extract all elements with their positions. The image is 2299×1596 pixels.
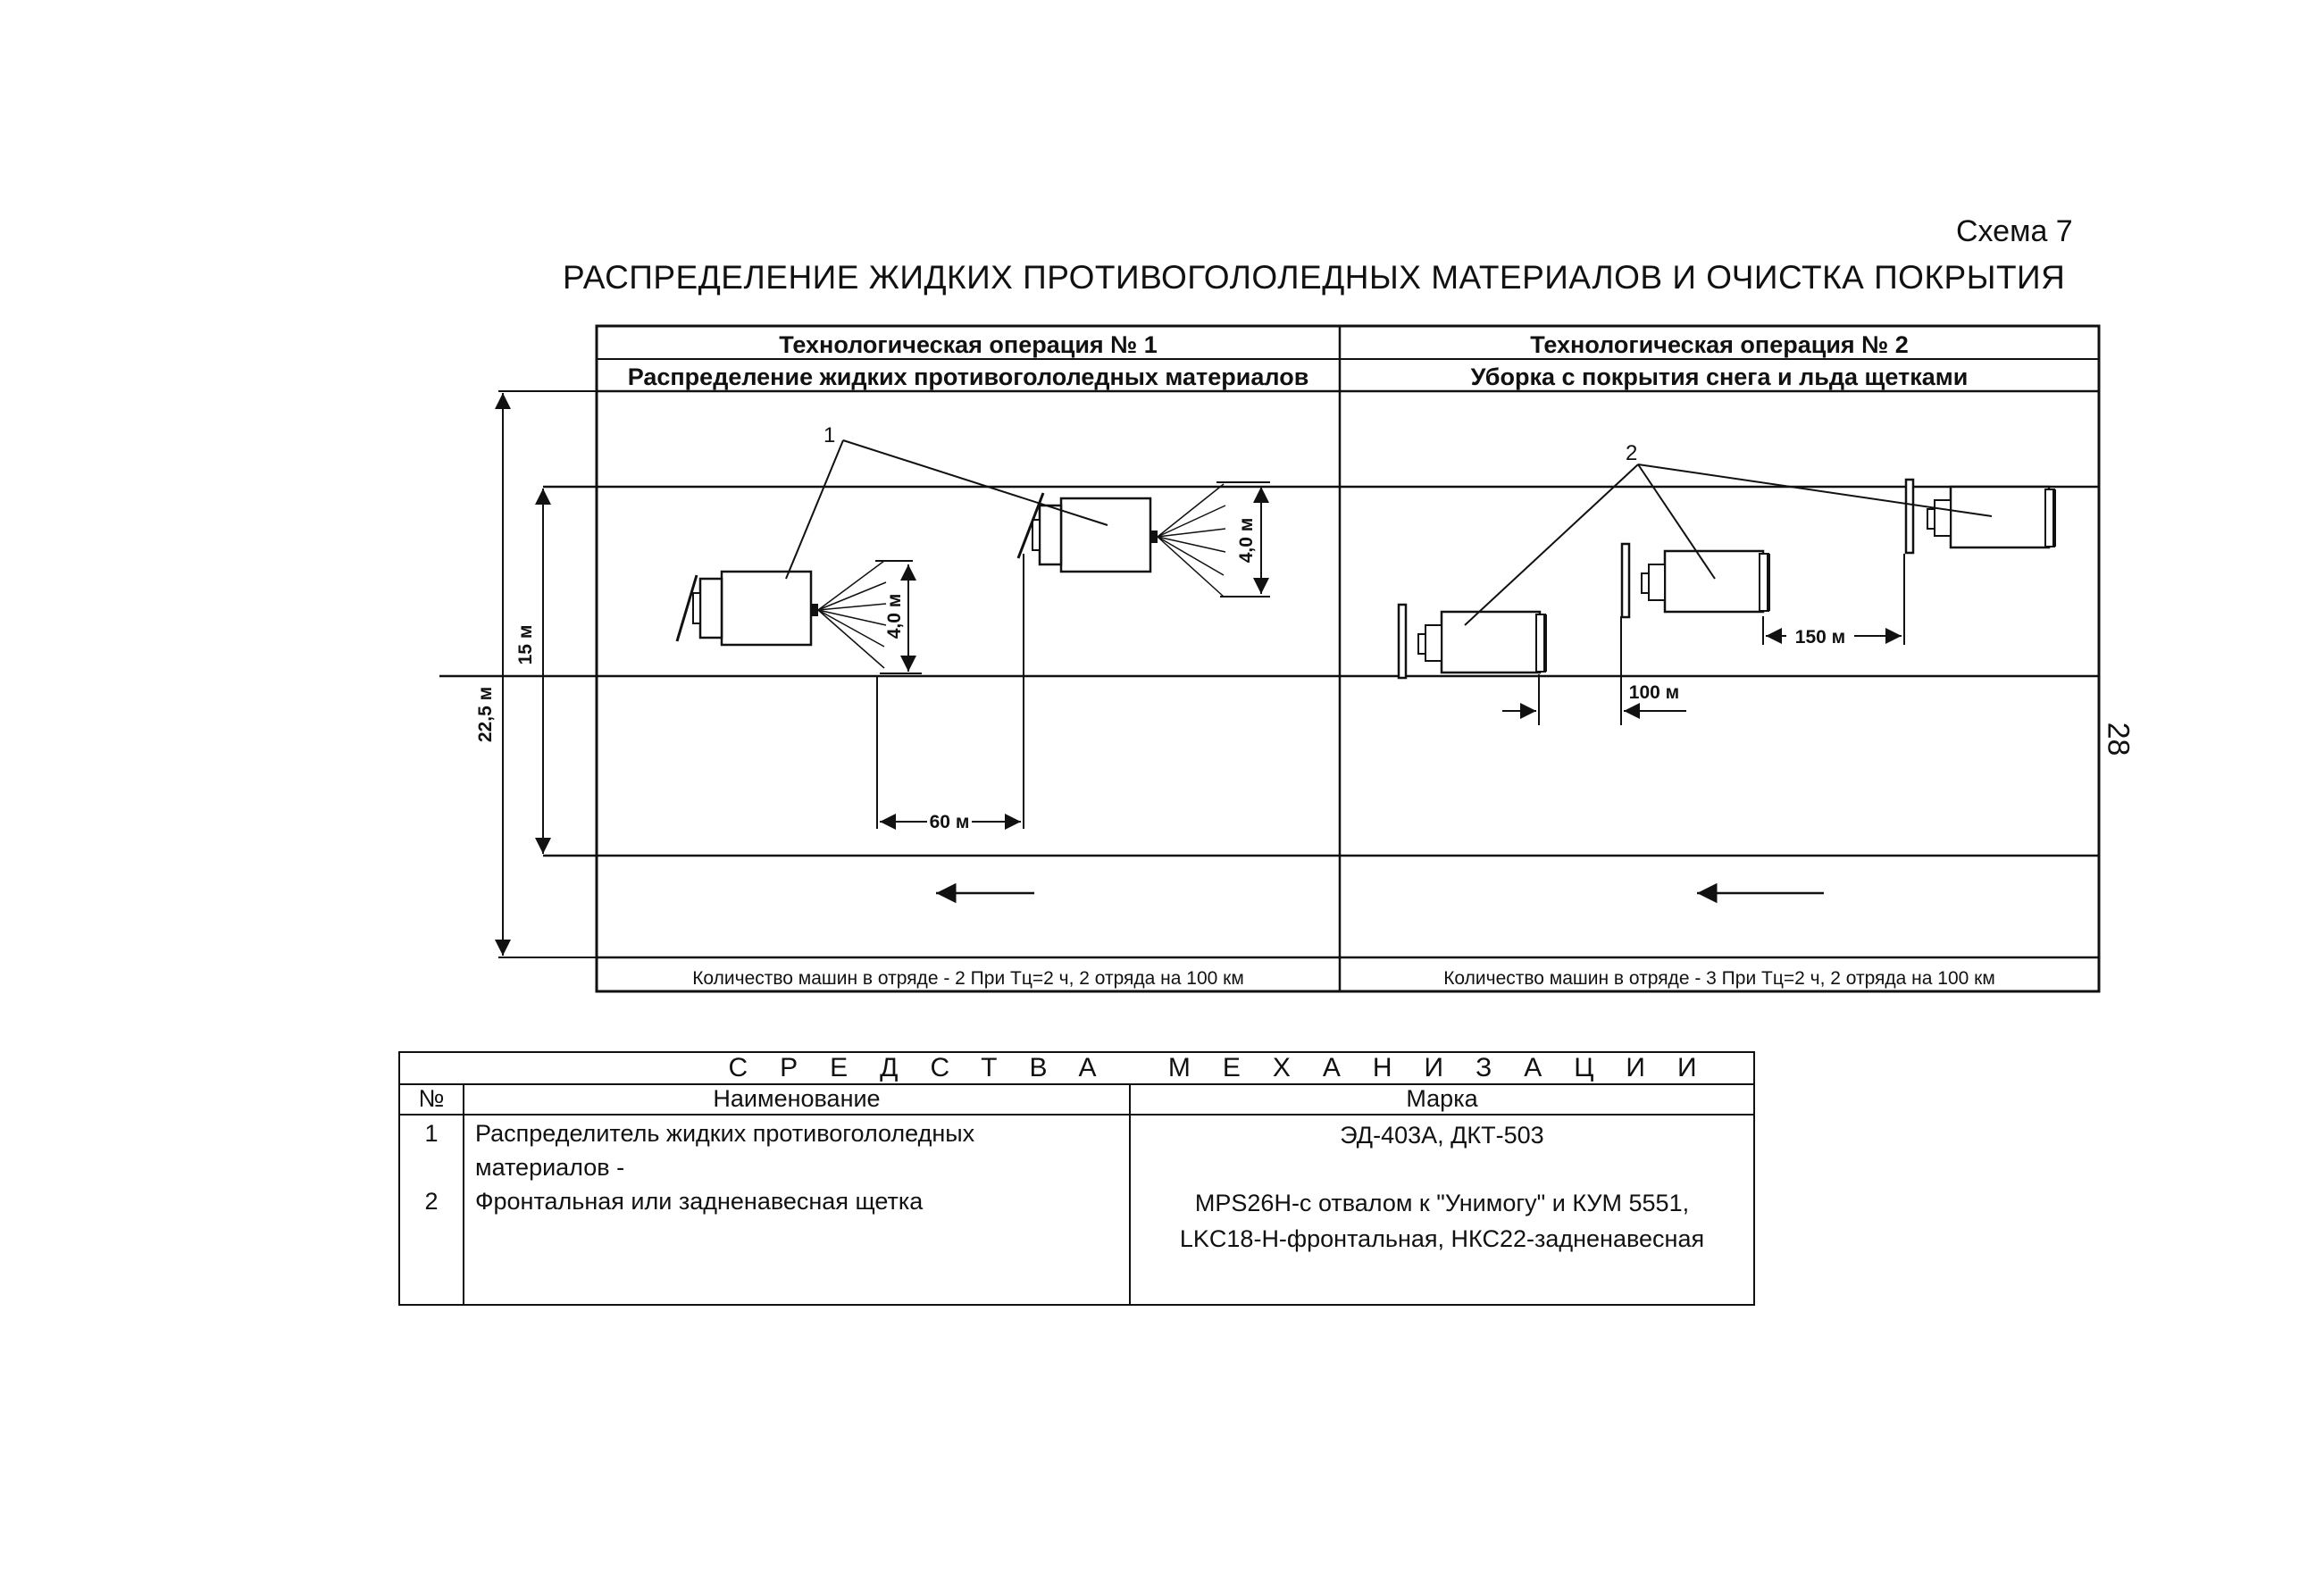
row-2-no: 2 xyxy=(424,1188,439,1215)
operation-1-subheader: Распределение жидких противогололедных материалов xyxy=(627,363,1309,390)
dim-gap-60-label: 60 м xyxy=(929,812,970,832)
operation-2-subheader: Уборка с покрытия снега и льда щетками xyxy=(1470,363,1969,390)
column-header-name: Наименование xyxy=(713,1085,881,1112)
scheme-number: Схема 7 xyxy=(1956,214,2073,248)
brush-vehicle-2 xyxy=(1622,544,1770,617)
dim-gap-100-label: 100 м xyxy=(1628,682,1680,703)
operation-1-footer: Количество машин в отряде - 2 При Тц=2 ч, 2 отряда на 100 км xyxy=(692,968,1244,989)
row-1-name-line1: Распределитель жидких противогололедных xyxy=(475,1120,975,1147)
spreader-vehicle-2 xyxy=(1018,482,1270,597)
operation-1-header: Технологическая операция № 1 xyxy=(779,331,1158,358)
dim-carriageway-label: 15 м xyxy=(515,624,536,665)
row-1-brand: ЭД-403А, ДКТ-503 xyxy=(1340,1122,1544,1149)
column-divider xyxy=(463,1083,464,1304)
brush-vehicle-3 xyxy=(1906,480,2056,553)
dim-gap-150-label: 150 м xyxy=(1794,627,1846,648)
brush-vehicle-1 xyxy=(1399,605,1547,678)
column-header-no: № xyxy=(418,1085,445,1112)
row-1-no: 1 xyxy=(424,1120,439,1147)
dim-spray-width-2: 4,0 м xyxy=(1236,517,1257,564)
callout-2: 2 xyxy=(1626,441,1638,465)
column-header-brand: Марка xyxy=(1406,1085,1478,1112)
equipment-table-title: СРЕДСТВА МЕХАНИЗАЦИИ xyxy=(400,1053,1753,1085)
page-title: РАСПРЕДЕЛЕНИЕ ЖИДКИХ ПРОТИВОГОЛОЛЕДНЫХ МАТЕРИАЛОВ И ОЧИСТКА ПОКРЫТИЯ xyxy=(563,259,2066,296)
row-2-brand-line2: LKC18-Н-фронтальная, НКС22-задненавесная xyxy=(1179,1225,1705,1252)
callout-1: 1 xyxy=(823,423,836,447)
equipment-table xyxy=(398,1051,1755,1306)
row-2-name-line1: Фронтальная или задненавесная щетка xyxy=(475,1188,924,1215)
operation-2-header: Технологическая операция № 2 xyxy=(1530,331,1909,358)
row-1-name-line2: материалов - xyxy=(475,1154,625,1181)
page-number: 28 xyxy=(2101,722,2136,756)
dim-total-label: 22,5 м xyxy=(475,686,496,743)
operation-2-footer: Количество машин в отряде - 3 При Тц=2 ч, 2 отряда на 100 км xyxy=(1443,968,1995,989)
dim-spray-width-1: 4,0 м xyxy=(884,593,905,639)
row-2-brand-line1: MPS26H-с отвалом к "Унимогу" и КУМ 5551, xyxy=(1194,1190,1690,1216)
diagram-frame xyxy=(597,326,2099,991)
